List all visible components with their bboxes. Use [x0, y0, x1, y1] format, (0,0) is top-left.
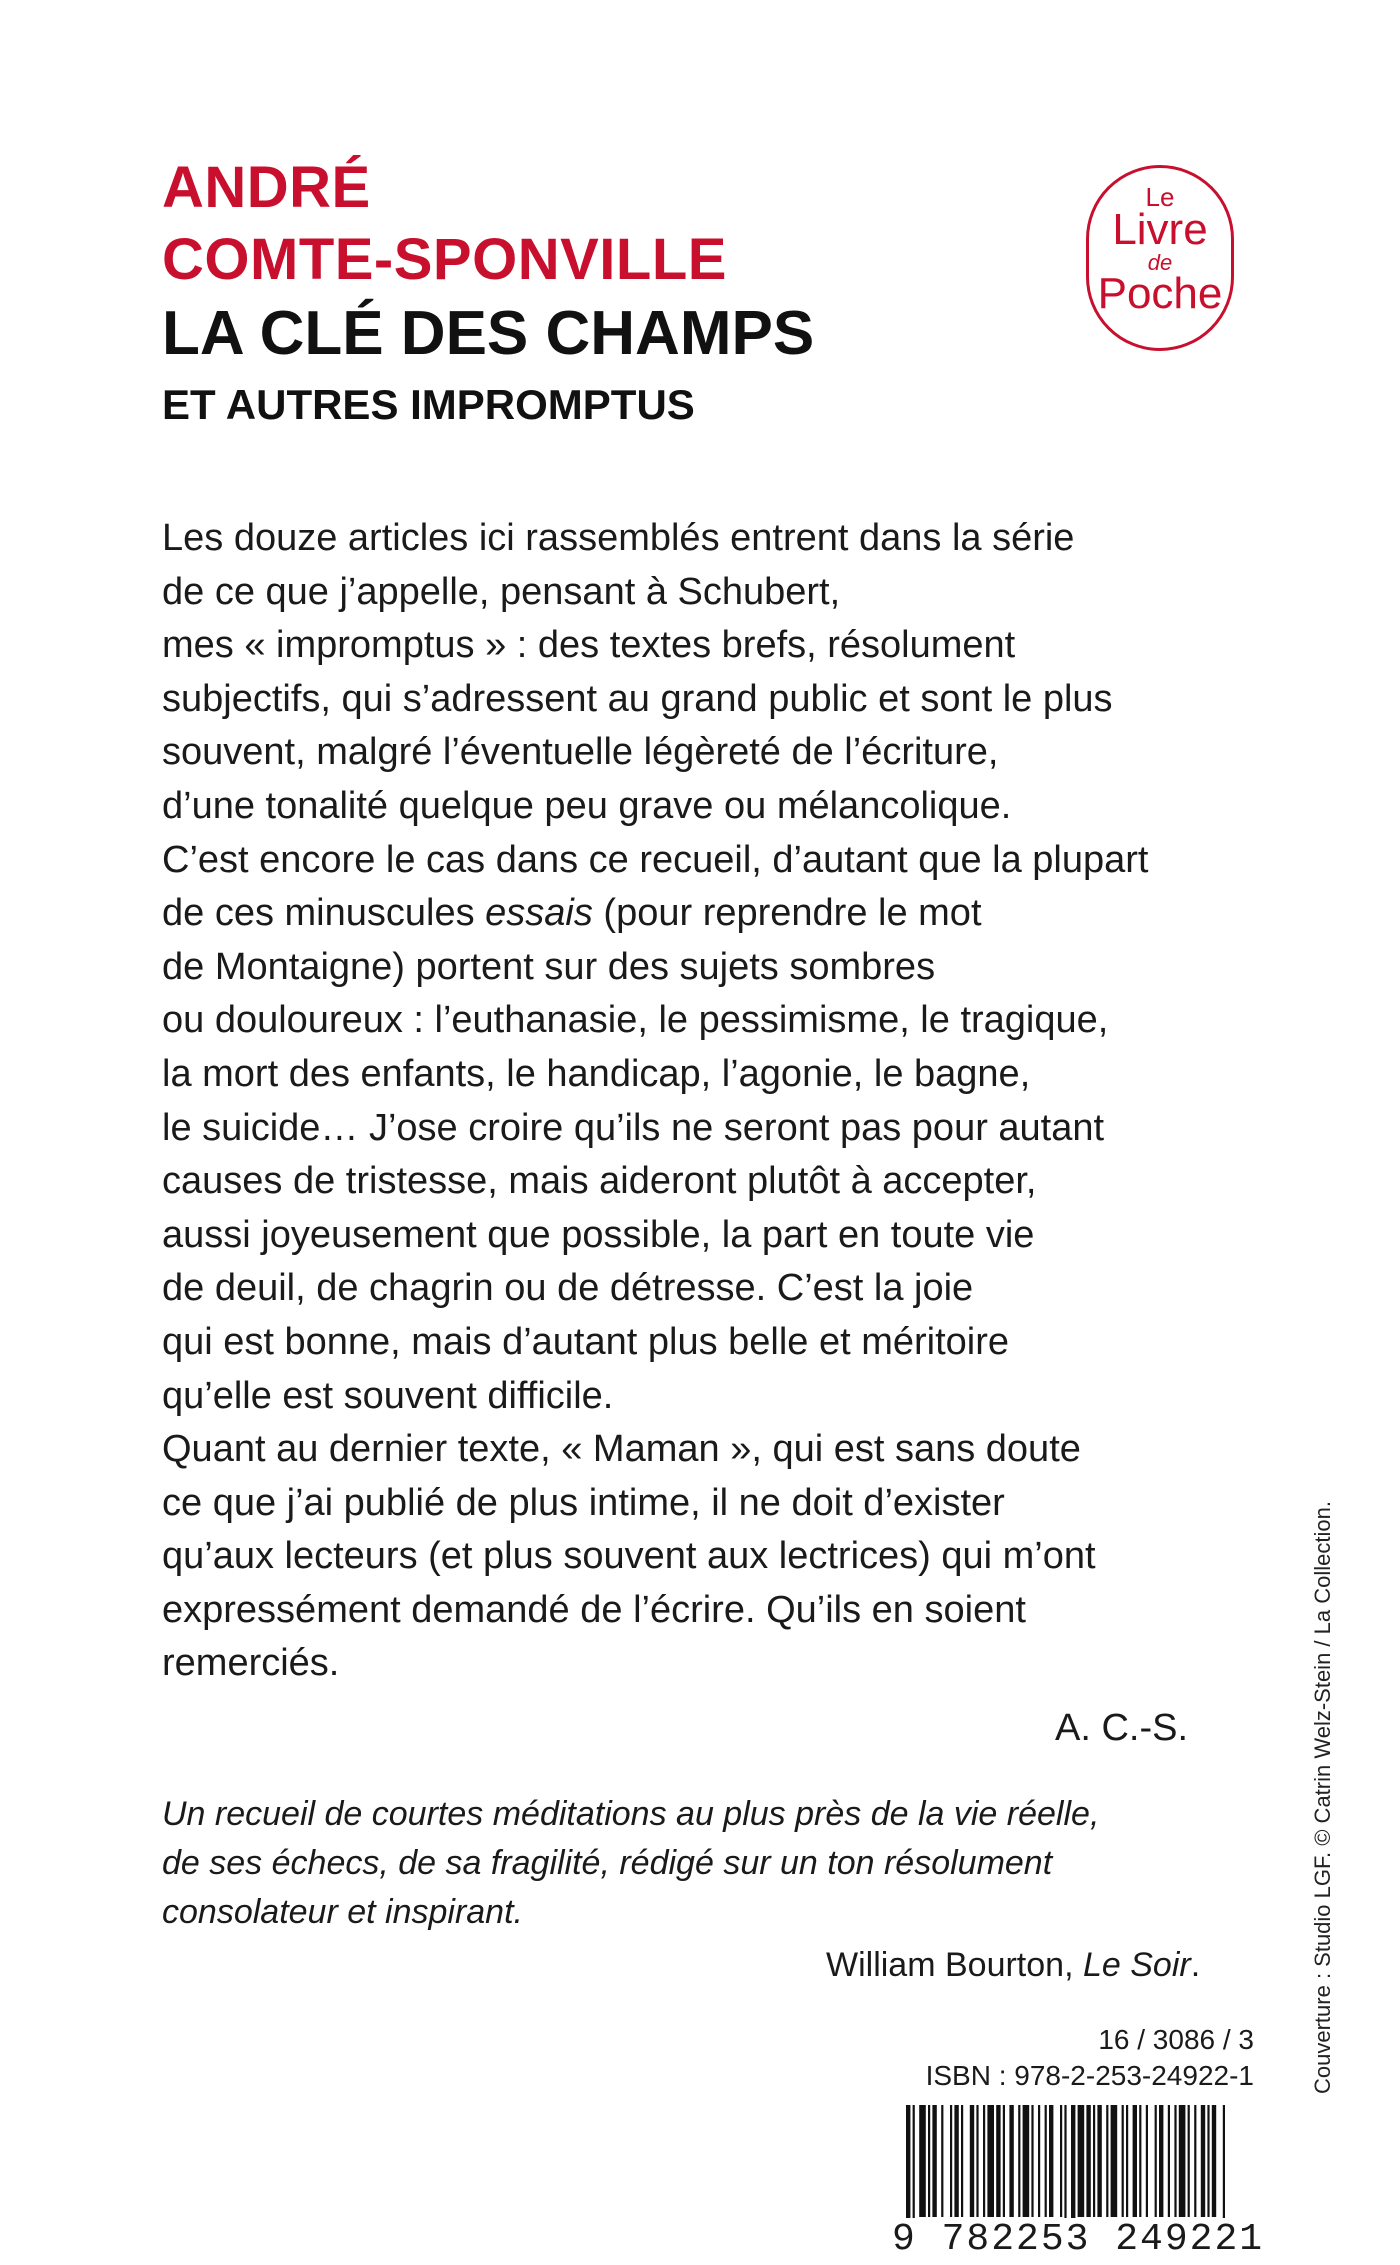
- isbn-number: ISBN : 978-2-253-24922-1: [925, 2060, 1254, 2091]
- barcode-bar: [1060, 2105, 1062, 2217]
- barcode-bar: [1212, 2105, 1216, 2217]
- logo-poche: Poche: [1097, 269, 1223, 318]
- barcode-bar: [976, 2105, 978, 2217]
- barcode-bar: [1126, 2105, 1128, 2217]
- barcode-bar: [1031, 2105, 1033, 2217]
- blurb-line: souvent, malgré l’éventuelle légèreté de l’écriture,: [162, 731, 999, 774]
- barcode-bar: [1207, 2105, 1209, 2217]
- press-quote: [162, 1790, 1099, 1937]
- catalog-code: 16 / 3086 / 3: [1098, 2024, 1254, 2055]
- barcode-bar: [928, 2105, 930, 2217]
- attribution-end: .: [1190, 1946, 1201, 1984]
- author-first-name: ANDRÉ: [162, 155, 371, 220]
- blurb-line: la mort des enfants, le handicap, l’agonie, le bagne,: [162, 1052, 1031, 1095]
- blurb-line: de deuil, de chagrin ou de détresse. C’est la joie: [162, 1267, 974, 1310]
- blurb-line: C’est encore le cas dans ce recueil, d’autant que la plupart: [162, 838, 1149, 881]
- quote-line: Un recueil de courtes méditations au plus près de la vie réelle,: [162, 1795, 1100, 1833]
- barcode-bar: [1018, 2105, 1020, 2217]
- blurb-text: [162, 512, 1148, 1691]
- blurb-line: subjectifs, qui s’adressent au grand public et sont le plus: [162, 677, 1113, 720]
- barcode-bar: [1093, 2105, 1095, 2217]
- blurb-line: ou douloureux : l’euthanasie, le pessimisme, le tragique,: [162, 999, 1109, 1042]
- barcode-digits: 9 782253 249221: [888, 2218, 1268, 2262]
- barcode-bar: [1045, 2105, 1047, 2217]
- barcode-bar: [1111, 2105, 1118, 2217]
- barcode-bar: [1086, 2105, 1090, 2217]
- barcode-bar: [954, 2105, 958, 2217]
- blurb-line: mes « impromptus » : des textes brefs, résolument: [162, 624, 1016, 667]
- barcode-bar: [987, 2105, 994, 2217]
- barcode-bar: [1174, 2105, 1176, 2217]
- barcode-bar: [961, 2105, 963, 2217]
- blurb-line: de ce que j’appelle, pensant à Schubert,: [162, 570, 841, 613]
- barcode-bar: [1139, 2105, 1141, 2217]
- blurb-line: Les douze articles ici rassemblés entrent dans la série: [162, 517, 1075, 559]
- barcode-bar: [1146, 2105, 1148, 2217]
- barcode-bar: [950, 2105, 952, 2217]
- barcode-bar: [1009, 2105, 1013, 2217]
- blurb-line: aussi joyeusement que possible, la part en toute vie: [162, 1213, 1035, 1256]
- logo-de: de: [1147, 250, 1173, 275]
- blurb-line: qu’elle est souvent difficile.: [162, 1374, 614, 1417]
- barcode-bar: [1188, 2105, 1190, 2217]
- blurb-line: expressément demandé de l’écrire. Qu’ils en soient: [162, 1588, 1026, 1631]
- barcode-bar: [1106, 2105, 1108, 2217]
- barcode-bar: [1049, 2105, 1053, 2217]
- logo-livre: Livre: [1112, 205, 1208, 254]
- quote-attribution: [826, 1943, 1200, 1987]
- blurb-line: qu’aux lecteurs (et plus souvent aux lectrices) qui m’ont: [162, 1535, 1096, 1578]
- barcode-bar: [1155, 2105, 1157, 2217]
- cover-credit: Couverture : Studio LGF. © Catrin Welz-Stein / La Collection.: [1310, 1501, 1335, 2094]
- barcode-bar: [1122, 2105, 1124, 2217]
- attribution-name: William Bourton,: [826, 1946, 1083, 1984]
- book-title: LA CLÉ DES CHAMPS: [162, 299, 815, 368]
- blurb-line: causes de tristesse, mais aideront plutôt à accepter,: [162, 1160, 1037, 1203]
- barcode-bar: [1179, 2105, 1186, 2217]
- blurb-line: d’une tonalité quelque peu grave ou mélancolique.: [162, 784, 1012, 827]
- logo-le: Le: [1145, 182, 1175, 212]
- barcode-bar: [1133, 2105, 1137, 2217]
- author-name: [162, 152, 727, 296]
- barcode-bar: [1078, 2105, 1085, 2217]
- blurb-line: ce que j’ai publié de plus intime, il ne doit d’exister: [162, 1481, 1005, 1524]
- barcode-bar: [1023, 2105, 1030, 2217]
- barcode-bar: [1097, 2105, 1101, 2217]
- barcode-bar: [983, 2105, 985, 2217]
- blurb-line: qui est bonne, mais d’autant plus belle et méritoire: [162, 1320, 1010, 1363]
- barcode-bar: [1194, 2105, 1196, 2217]
- barcode-bar: [941, 2105, 943, 2217]
- barcode-bar: [1201, 2105, 1205, 2217]
- publisher-logo: [1086, 165, 1234, 351]
- blurb-line: de Montaigne) portent sur des sujets sombres: [162, 945, 936, 988]
- barcode-bar: [1003, 2105, 1005, 2217]
- barcode-bar: [1038, 2105, 1040, 2217]
- blurb-line: le suicide… J’ose croire qu’ils ne seront pas pour autant: [162, 1106, 1105, 1149]
- barcode-bar: [932, 2105, 936, 2217]
- barcode-bar: [996, 2105, 1000, 2217]
- blurb-signature: A. C.-S.: [1055, 1707, 1189, 1749]
- quote-line: de ses échecs, de sa fragilité, rédigé sur un ton résolument: [162, 1844, 1053, 1882]
- barcode-bar: [1168, 2105, 1170, 2217]
- blurb-line: de ces minuscules essais (pour reprendre le mot: [162, 892, 982, 935]
- blurb-line: remerciés.: [162, 1642, 340, 1685]
- attribution-source: Le Soir: [1082, 1946, 1191, 1984]
- barcode-bar: [970, 2105, 974, 2217]
- quote-line: consolateur et inspirant.: [162, 1893, 523, 1931]
- barcode-bar: [1159, 2105, 1163, 2217]
- barcode-bar: [919, 2105, 926, 2217]
- blurb-line: Quant au dernier texte, « Maman », qui est sans doute: [162, 1428, 1081, 1471]
- author-last-name: COMTE-SPONVILLE: [162, 227, 727, 292]
- book-subtitle: ET AUTRES IMPROMPTUS: [162, 381, 695, 428]
